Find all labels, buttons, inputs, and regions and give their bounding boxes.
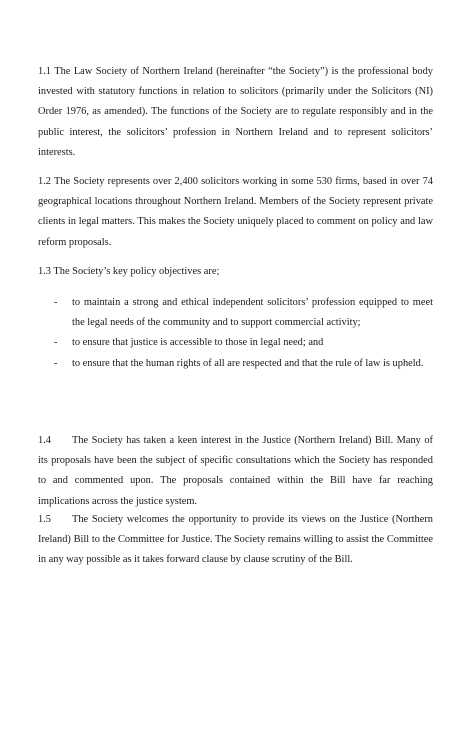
paragraph-number: 1.1 [38,66,51,77]
policy-objectives-list [38,293,433,374]
bullet-dash: - [54,357,58,369]
paragraph-number: 1.5 [38,514,51,525]
list-item [38,354,433,374]
paragraph-text: The Society’s key policy objectives are; [53,266,220,277]
bullet-dash: - [54,297,58,308]
paragraph-text: The Law Society of Northern Ireland (hereinafter “the Society”) is the professional body invested with statutory functions in relation to solicitors (primarily under the Solicitors (NI) Order 1976, as amended). The functions of the Society are to regulate responsibly and in the public interest, the solicitors’ profession in Northern Ireland and to represent solicitors’ interests. [38,66,433,158]
paragraph-number: 1.3 [38,266,51,277]
paragraph-1-2 [38,172,433,253]
paragraph-1-5 [38,510,433,571]
list-item-text: to maintain a strong and ethical independent solicitors’ profession equipped to meet the legal needs of the community and to support commercial activity; [72,297,433,329]
paragraph-text: The Society welcomes the opportunity to provide its views on the Justice (Northern Ireland) Bill to the Committee for Justice. The Society remains willing to assist the Committee in any way possible as it takes forward clause by clause scrutiny of the Bill. [38,514,433,566]
paragraph-number: 1.2 [38,176,51,187]
paragraph-text: The Society represents over 2,400 solicitors working in some 530 firms, based in over 74 geographical locations throughout Northern Ireland. Members of the Society represent private clients in legal matters. This makes the Society uniquely placed to comment on policy and law reform proposals. [38,176,433,248]
paragraph-1-4 [38,431,433,512]
bullet-dash: - [54,337,58,349]
list-item-text: to ensure that the human rights of all are respected and that the rule of law is upheld. [72,357,424,369]
paragraph-text: The Society has taken a keen interest in the Justice (Northern Ireland) Bill. Many of its proposals have been the subject of specific consultations which the Society has responded to and commented upon. The proposals contained within the Bill have far reaching implications across the justice system. [38,435,433,507]
paragraph-1-1 [38,62,433,163]
list-item [38,333,433,353]
list-item-text: to ensure that justice is accessible to those in legal need; and [72,337,324,349]
list-item [38,293,433,333]
paragraph-number: 1.4 [38,435,51,446]
paragraph-1-3 [38,262,433,282]
